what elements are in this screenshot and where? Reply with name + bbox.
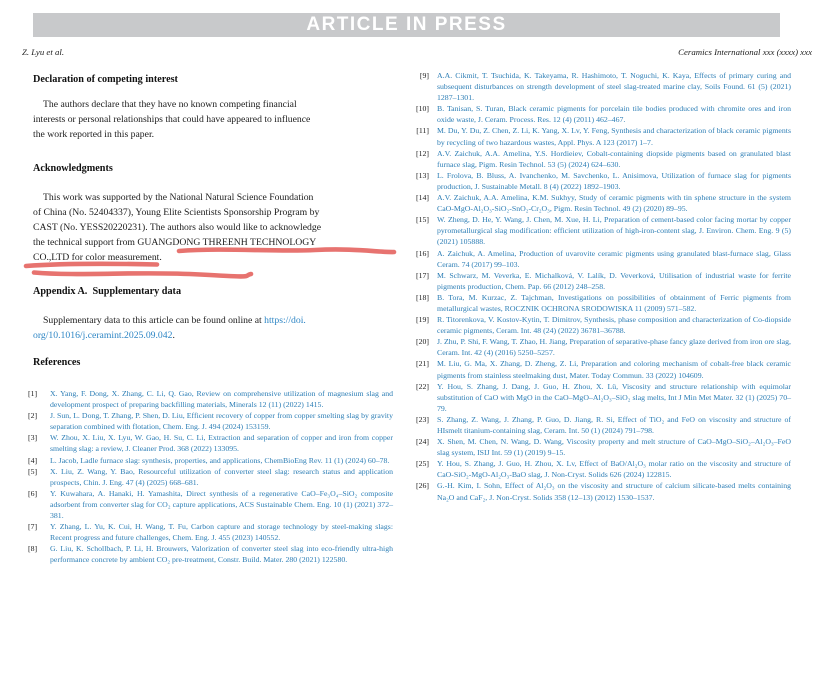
doi-link-continued[interactable]: org/10.1016/j.ceramint.2025.09.042 <box>33 330 173 341</box>
reference-number: [8] <box>28 544 38 554</box>
reference-number: [20] <box>416 337 429 347</box>
reference-number: [5] <box>28 466 38 476</box>
reference-number: [7] <box>28 522 38 532</box>
appendix-paragraph <box>33 313 393 343</box>
reference-number: [15] <box>416 215 429 225</box>
reference-number: [22] <box>416 381 429 391</box>
reference-number: [11] <box>416 126 429 136</box>
reference-citation-link[interactable]: S. Zhang, Z. Wang, J. Zhang, P. Guo, D. Jiang, R. Si, Effect of TiO₂ and FeO on viscosity and structure of HIsmelt titanium-containing slag, Ceram. Int. 50 (1) (2024) 791–798. <box>437 414 791 435</box>
appendix-text: Supplementary data to this article can be found online at <box>43 315 265 326</box>
reference-citation-link[interactable]: B. Tora, M. Kurzac, Z. Tajchman, Investigations on possibilities of obtainment of Ferric pigments from metallurgical wastes, ROCZNIK OCHRONA SRODOWISKA 11 (2009) 571–582. <box>437 292 791 313</box>
reference-item <box>28 521 393 543</box>
references-list-left-column <box>28 388 393 566</box>
reference-item <box>408 436 791 458</box>
reference-citation-link[interactable]: G.-H. Kim, I. Sohn, Effect of Al₂O₃ on the viscosity and structure of calcium silicate-based melts containing Na₂O and CaF₂, J. Non-Cryst. Solids 358 (12–13) (2012) 1530–1537. <box>437 481 791 502</box>
reference-item <box>408 458 791 480</box>
reference-item <box>28 432 393 454</box>
reference-item <box>408 125 791 147</box>
reference-citation-link[interactable]: Y. Zhang, L. Yu, K. Cui, H. Wang, T. Fu, Carbon capture and storage technology by steel-making slags: Recent progress and future challenges, Chem. Eng. J. 455 (2023) 140552. <box>50 522 393 543</box>
reference-item <box>408 148 791 170</box>
reference-number: [1] <box>28 389 38 398</box>
reference-citation-link[interactable]: Y. Kuwahara, A. Hanaki, H. Yamashita, Direct synthesis of a regenerative CaO–Fe₃O₄–SiO₂ composite adsorbent from converter slag for CO₂ capture applications, ACS Sustainable Chem. Eng. 10 (1) (2021) 372–381. <box>50 488 393 521</box>
reference-citation-link[interactable]: R. Titorenkova, V. Kostov-Kytin, T. Dimitrov, Synthesis, phase composition and characterization of Co-diopside ceramic pigments, Ceram. Int. 48 (24) (2022) 36781–36788. <box>437 315 791 336</box>
reference-item <box>408 103 791 125</box>
reference-number: [13] <box>416 170 429 180</box>
reference-citation-link[interactable]: L. Frolova, B. Bluss, A. Ivanchenko, M. Savchenko, L. Anisimova, Utilization of furnace slag for pigments production, J. Sustainable Metall. 8 (4) (2022) 1892–1903. <box>437 170 791 191</box>
declaration-paragraph: The authors declare that they have no known competing financial interests or personal relationships that could have appeared to influence the work reported in this paper. <box>33 99 311 140</box>
red-stroke-3 <box>34 273 251 277</box>
reference-number: [21] <box>416 359 429 369</box>
reference-item <box>28 455 393 466</box>
reference-citation-link[interactable]: A.V. Zaichuk, A.A. Amelina, Y.S. Hordieiev, Cobalt-containing diopside pigments based on granulated blast furnace slag, Pigm. Resin Technol. 53 (5) (2024) 624–630. <box>437 148 791 169</box>
reference-citation-link[interactable]: B. Tanisan, S. Turan, Black ceramic pigments for porcelain tile bodies produced with chromite ores and iron oxide waste, J. Ceram. Process. Res. 12 (4) (2011) 462–467. <box>437 104 791 125</box>
reference-citation-link[interactable]: G. Liu, K. Schollbach, P. Li, H. Brouwers, Valorization of converter steel slag into eco-friendly ultra-high performance concrete by ambient CO₂ pre-treatment, Constr. Build. Mater. 280 (2021) 122580. <box>50 544 393 565</box>
appendix-text-end: . <box>172 330 175 341</box>
reference-number: [6] <box>28 488 38 498</box>
references-heading: References <box>33 357 81 368</box>
reference-item <box>28 410 393 432</box>
acknowledgments-heading: Acknowledgments <box>33 163 113 174</box>
reference-citation-link[interactable]: M. Liu, G. Ma, X. Zhang, D. Zheng, Z. Li, Preparation and coloring mechanism of cobalt-free black ceramic pigments from stainless steelmaking dust, Mater. Today Commun. 33 (2022) 104609. <box>437 359 791 380</box>
reference-number: [19] <box>416 315 429 325</box>
running-head <box>22 47 812 61</box>
reference-item <box>408 381 791 414</box>
reference-number: [23] <box>416 414 429 424</box>
reference-item <box>408 170 791 192</box>
reference-citation-link[interactable]: M. Schwarz, M. Veverka, E. Michalková, V. Lalík, D. Veverková, Utilisation of industrial waste for ferrite pigments production, Chem. Pap. 66 (2012) 248–258. <box>437 270 791 291</box>
reference-number: [2] <box>28 411 38 421</box>
reference-item <box>408 314 791 336</box>
reference-item <box>408 192 791 214</box>
reference-citation-link[interactable]: X. Yang, F. Dong, X. Zhang, C. Li, Q. Gao, Review on comprehensive utilization of magnesium slag and development prospect of preparing backfilling materials, Minerals 12 (11) (2022) 1415. <box>50 389 393 410</box>
reference-number: [25] <box>416 459 429 469</box>
reference-number: [4] <box>28 455 38 465</box>
reference-number: [14] <box>416 193 429 203</box>
reference-item <box>408 480 791 502</box>
reference-item <box>28 466 393 488</box>
reference-citation-link[interactable]: A.A. Cikmit, T. Tsuchida, K. Takeyama, R. Hashimoto, T. Noguchi, K. Kaya, Effects of primary curing and subsequent disturbances on strength development of steel slag-treated marine clay, Soils Found. 61 (5) (2021) 1287–1301. <box>437 71 791 103</box>
doi-link[interactable]: https://doi. <box>264 315 306 326</box>
reference-number: [18] <box>416 292 429 302</box>
reference-number: [17] <box>416 270 429 280</box>
reference-item <box>408 70 791 103</box>
reference-item <box>28 543 393 565</box>
reference-item <box>408 292 791 314</box>
reference-number: [26] <box>416 481 429 491</box>
reference-citation-link[interactable]: X. Liu, Z. Wang, Y. Bao, Resourceful utilization of converter steel slag: research status and application prospects, Chin. J. Eng. 47 (4) (2025) 668–681. <box>50 466 393 487</box>
reference-item <box>28 488 393 521</box>
article-in-press-banner: ARTICLE IN PRESS <box>33 13 780 37</box>
reference-citation-link[interactable]: W. Zhou, X. Liu, X. Lyu, W. Gao, H. Su, C. Li, Extraction and separation of copper and iron from copper smelting slag: a review, J. Cleaner Prod. 368 (2022) 133095. <box>50 433 393 454</box>
reference-item <box>408 336 791 358</box>
reference-citation-link[interactable]: A. Zaichuk, A. Amelina, Production of uvarovite ceramic pigments using granulated blast-furnace slag, Glass Ceram. 74 (2017) 99–103. <box>437 248 791 269</box>
reference-number: [10] <box>416 104 429 114</box>
reference-item <box>408 414 791 436</box>
acknowledgments-paragraph: This work was supported by the National Natural Science Foundation of China (No. 52404337), Young Elite Scientists Sponsorship Program by CAST (No. YESS20220231). The authors also would like to acknowledge the technical support from GUANGDONG THREENH TECHNOLOGY CO.,LTD for color measurement. <box>33 192 321 263</box>
reference-citation-link[interactable]: A.V. Zaichuk, A.A. Amelina, K.M. Sukhyy, Study of ceramic pigments with tin sphene structure in the system CaO-MgO-Al₂O₃-SiO₂-SnO₂-Cr₂O₃, Pigm. Resin Technol. 49 (2) (2020) 89–95. <box>437 193 791 214</box>
reference-citation-link[interactable]: L. Jacob, Ladle furnace slag: synthesis, properties, and applications, ChemBioEng Rev. 11 (1) (2024) 60–78. <box>50 455 390 465</box>
reference-citation-link[interactable]: J. Sun, L. Dong, T. Zhang, P. Shen, D. Liu, Efficient recovery of copper from copper smelting slag by gravity separation combined with flotation, Chem. Eng. J. 494 (2024) 153159. <box>50 411 393 432</box>
reference-citation-link[interactable]: Y. Hou, S. Zhang, J. Dang, J. Guo, H. Zhou, X. Lü, Viscosity and structure relationship with equimolar substitution of CaO with MgO in the CaO–MgO–Al₂O₃–SiO₂ slag melts, Int J Min Met Mater. 32 (1) (2025) 70–79. <box>437 381 791 413</box>
reference-item <box>408 214 791 247</box>
reference-number: [9] <box>419 71 429 80</box>
reference-citation-link[interactable]: Y. Hou, S. Zhang, J. Guo, H. Zhou, X. Lv, Effect of BaO/Al₂O₃ molar ratio on the viscosity and structure of CaO-SiO₂-MgO-Al₂O₃-BaO slag, J. Non-Cryst. Solids 626 (2024) 122815. <box>437 459 791 480</box>
reference-citation-link[interactable]: X. Shen, M. Chen, N. Wang, D. Wang, Viscosity property and melt structure of CaO–MgO–SiO₂–Al₂O₃–FeO slag system, ISIJ Int. 59 (1) (2019) 9–15. <box>437 437 791 458</box>
reference-number: [3] <box>28 433 38 443</box>
reference-item <box>408 248 791 270</box>
reference-number: [12] <box>416 148 429 158</box>
running-head-journal: Ceramics International xxx (xxxx) xxx <box>678 47 812 57</box>
reference-item <box>408 270 791 292</box>
reference-citation-link[interactable]: M. Du, Y. Du, Z. Chen, Z. Li, K. Yang, X. Lv, Y. Feng, Synthesis and characterization of black ceramic pigments by recycling of two hazardous wastes, Appl. Phys. A 123 (2017) 1–7. <box>437 126 791 147</box>
reference-item <box>408 358 791 380</box>
appendix-heading: Appendix A. Supplementary data <box>33 286 182 297</box>
running-head-authors: Z. Lyu et al. <box>22 47 65 57</box>
declaration-heading: Declaration of competing interest <box>33 74 178 85</box>
reference-item <box>28 388 393 410</box>
reference-citation-link[interactable]: W. Zheng, D. He, Y. Wang, J. Chen, M. Xue, H. Li, Preparation of cement-based color facing mortar by copper pyrometallurgical slag modification: efficient utilization of high-iron-content slag, J. Environ. Chem. Eng. 9 (5) (2021) 105888. <box>437 215 791 247</box>
reference-citation-link[interactable]: J. Zhu, P. Shi, F. Wang, T. Zhao, H. Jiang, Preparation of separative-phase fancy glaze derived from iron ore slag, Ceram. Int. 42 (4) (2016) 5250–5257. <box>437 337 791 358</box>
reference-number: [24] <box>416 437 429 447</box>
reference-number: [16] <box>416 248 429 258</box>
references-list-right-column <box>408 70 791 503</box>
